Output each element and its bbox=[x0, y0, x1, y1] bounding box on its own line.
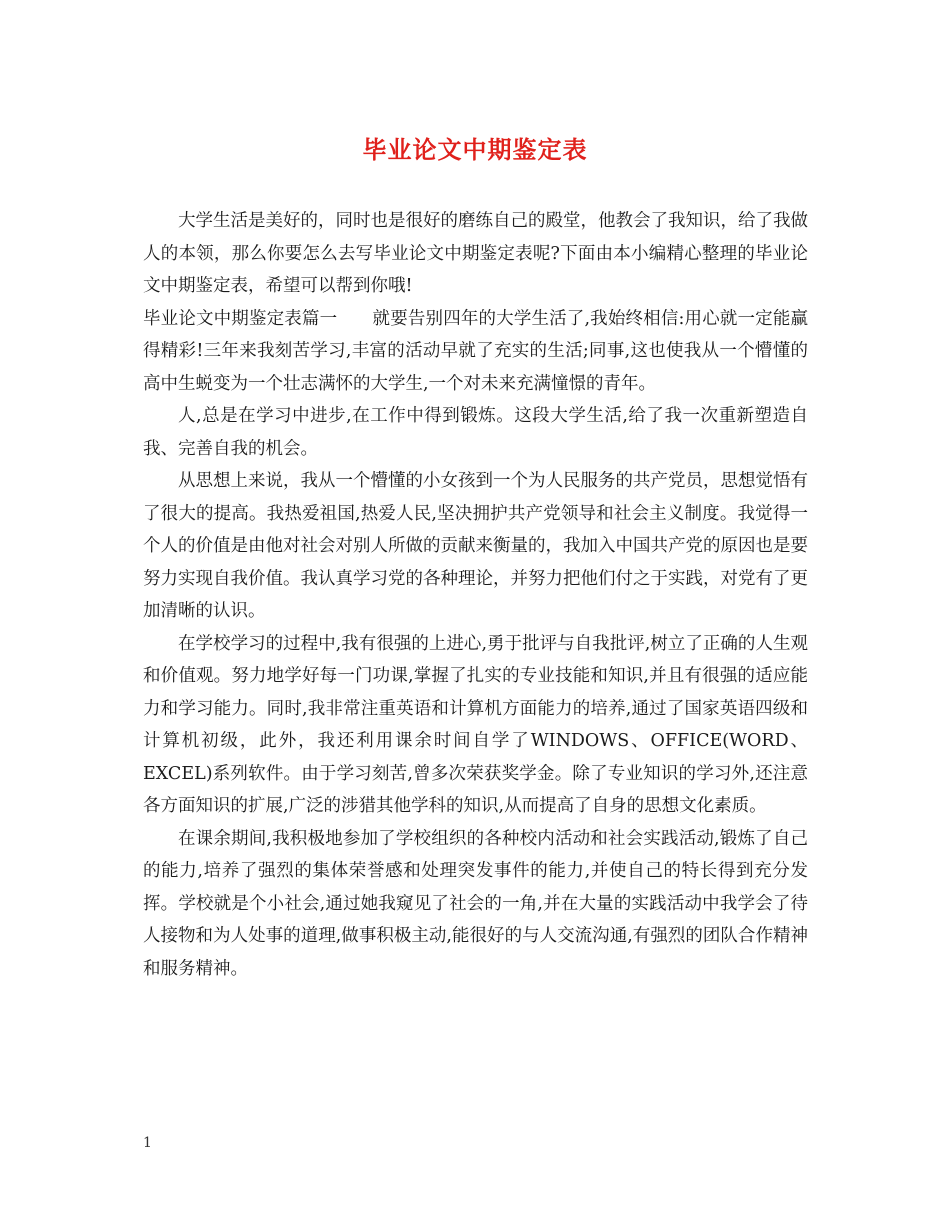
document-body bbox=[143, 205, 808, 985]
page-number: 1 bbox=[143, 1135, 152, 1151]
paragraph-progress: 人,总是在学习中进步,在工作中得到锻炼。这段大学生活,给了我一次重新塑造自我、完善自我的机会。 bbox=[143, 406, 808, 459]
document-title: 毕业论文中期鉴定表 bbox=[362, 136, 588, 164]
paragraph-study: 在学校学习的过程中,我有很强的上进心,勇于批评与自我批评,树立了正确的人生观和价值观。努力地学好每一门功课,掌握了扎实的专业技能和知识,并且有很强的适应能力和学习能力。同时,我非常注重英语和计算机方面能力的培养,通过了国家英语四级和计算机初级，此外，我还利用课余时间自学了WINDOWS、OFFICE(WORD、EXCEL)系列软件。由于学习刻苦,曾多次荣获奖学金。除了专业知识的学习外,还注意各方面知识的扩展,广泛的涉猎其他学科的知识,从而提高了自身的思想文化素质。 bbox=[143, 633, 808, 816]
paragraph-intro: 大学生活是美好的，同时也是很好的磨练自己的殿堂，他教会了我知识，给了我做人的本领，那么你要怎么去写毕业论文中期鉴定表呢?下面由本小编精心整理的毕业论文中期鉴定表，希望可以帮到你哦! bbox=[143, 211, 808, 296]
paragraph-section-one: 毕业论文中期鉴定表篇一 就要告别四年的大学生活了,我始终相信:用心就一定能赢得精彩!三年来我刻苦学习,丰富的活动早就了充实的生活;同事,这也使我从一个懵懂的高中生蜕变为一个壮志满怀的大学生,一个对未来充满憧憬的青年。 bbox=[143, 308, 808, 394]
paragraph-ideology: 从思想上来说，我从一个懵懂的小女孩到一个为人民服务的共产党员，思想觉悟有了很大的提高。我热爱祖国,热爱人民,坚决拥护共产党领导和社会主义制度。我觉得一个人的价值是由他对社会对别人所做的贡献来衡量的，我加入中国共产党的原因也是要努力实现自我价值。我认真学习党的各种理论，并努力把他们付之于实践，对党有了更加清晰的认识。 bbox=[143, 471, 808, 621]
paragraph-activities: 在课余期间,我积极地参加了学校组织的各种校内活动和社会实践活动,锻炼了自己的能力,培养了强烈的集体荣誉感和处理突发事件的能力,并使自己的特长得到充分发挥。学校就是个小社会,通过她我窥见了社会的一角,并在大量的实践活动中我学会了待人接物和为人处事的道理,做事积极主动,能很好的与人交流沟通,有强烈的团队合作精神和服务精神。 bbox=[143, 828, 808, 979]
